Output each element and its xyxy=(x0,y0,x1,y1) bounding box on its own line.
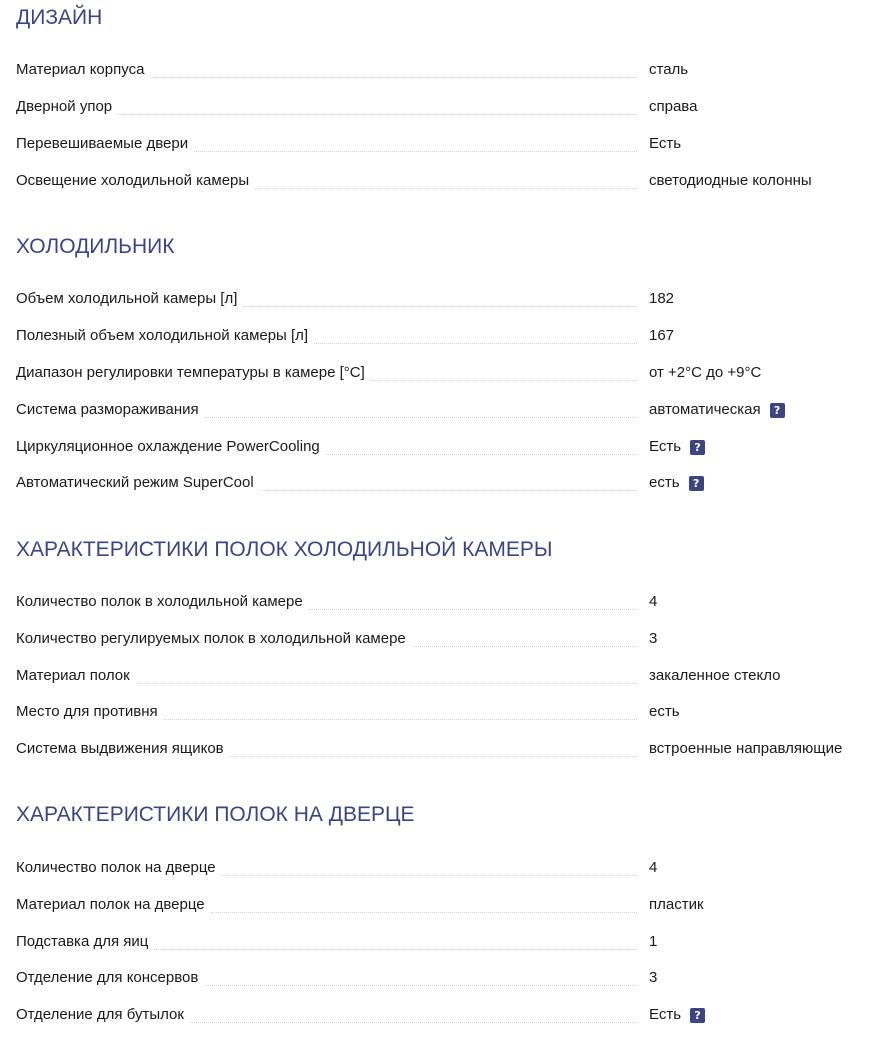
spec-value-text: 4 xyxy=(649,593,658,610)
spec-row xyxy=(16,400,869,424)
spec-value-text: есть xyxy=(649,474,680,491)
spec-row xyxy=(16,60,869,84)
spec-value xyxy=(649,895,704,915)
help-icon[interactable]: ? xyxy=(690,440,705,455)
spec-row xyxy=(16,968,869,992)
spec-value xyxy=(649,437,705,457)
spec-label: Количество полок на дверце xyxy=(16,859,216,876)
spec-value-text: встроенные направляющие xyxy=(649,740,843,757)
spec-value-text: пластик xyxy=(649,896,704,913)
spec-label: Циркуляционное охлаждение PowerCooling xyxy=(16,438,320,455)
spec-value xyxy=(649,363,761,383)
spec-row xyxy=(16,134,869,158)
spec-row xyxy=(16,702,869,726)
spec-label: Освещение холодильной камеры xyxy=(16,172,250,189)
spec-row xyxy=(16,97,869,121)
spec-value xyxy=(649,968,657,988)
dotted-leader xyxy=(260,490,637,491)
dotted-leader xyxy=(136,683,637,684)
dotted-leader xyxy=(205,417,637,418)
dotted-leader xyxy=(118,114,637,115)
dotted-leader xyxy=(190,1022,637,1023)
spec-value-text: светодиодные колонны xyxy=(649,172,812,189)
spec-value-text: 3 xyxy=(649,969,658,986)
dotted-leader xyxy=(150,77,637,78)
dotted-leader xyxy=(230,756,637,757)
spec-value-text: автоматическая xyxy=(649,401,761,418)
spec-label: Отделение для бутылок xyxy=(16,1006,184,1023)
dotted-leader xyxy=(309,609,637,610)
spec-value xyxy=(649,134,681,154)
spec-label: Система выдвижения ящиков xyxy=(16,740,224,757)
spec-value xyxy=(649,592,657,612)
spec-label: Автоматический режим SuperCool xyxy=(16,474,254,491)
spec-row xyxy=(16,363,869,387)
spec-value xyxy=(649,629,657,649)
spec-label: Место для противня xyxy=(16,703,158,720)
spec-value xyxy=(649,932,657,952)
spec-value xyxy=(649,60,688,80)
dotted-leader xyxy=(314,343,637,344)
spec-value-text: есть xyxy=(649,703,680,720)
spec-row xyxy=(16,629,869,653)
spec-label: Количество полок в холодильной камере xyxy=(16,593,303,610)
section-title: ХАРАКТЕРИСТИКИ ПОЛОК ХОЛОДИЛЬНОЙ КАМЕРЫ xyxy=(16,538,553,561)
section-title: ХАРАКТЕРИСТИКИ ПОЛОК НА ДВЕРЦЕ xyxy=(16,803,415,826)
spec-value xyxy=(649,702,680,722)
section-title: ХОЛОДИЛЬНИК xyxy=(16,235,175,258)
spec-value-text: 1 xyxy=(649,933,658,950)
spec-row xyxy=(16,326,869,350)
dotted-leader xyxy=(164,719,637,720)
spec-label: Материал полок на дверце xyxy=(16,896,205,913)
spec-value-text: 4 xyxy=(649,859,658,876)
spec-value-text: Есть xyxy=(649,1006,682,1023)
spec-row xyxy=(16,473,869,497)
spec-value-text: от +2°C до +9°C xyxy=(649,364,762,381)
spec-value xyxy=(649,858,657,878)
dotted-leader xyxy=(154,949,637,950)
spec-value-text: Есть xyxy=(649,135,682,152)
spec-row xyxy=(16,666,869,690)
spec-value xyxy=(649,666,781,686)
spec-label: Количество регулируемых полок в холодильной камере xyxy=(16,630,406,647)
spec-value xyxy=(649,326,674,346)
spec-value-text: 167 xyxy=(649,327,675,344)
spec-label: Материал корпуса xyxy=(16,61,145,78)
dotted-leader xyxy=(371,380,637,381)
spec-value xyxy=(649,97,697,117)
section-title: ДИЗАЙН xyxy=(16,6,103,29)
spec-value-text: Есть xyxy=(649,438,682,455)
spec-value-text: 3 xyxy=(649,630,658,647)
help-icon[interactable]: ? xyxy=(690,1008,705,1023)
spec-value-text: сталь xyxy=(649,61,689,78)
dotted-leader xyxy=(412,646,637,647)
spec-label: Объем холодильной камеры [л] xyxy=(16,290,238,307)
spec-value xyxy=(649,289,674,309)
spec-label: Диапазон регулировки температуры в камере [°C] xyxy=(16,364,365,381)
spec-value xyxy=(649,171,812,191)
spec-label: Отделение для консервов xyxy=(16,969,199,986)
spec-row xyxy=(16,932,869,956)
spec-row xyxy=(16,1005,869,1029)
spec-row xyxy=(16,858,869,882)
dotted-leader xyxy=(222,875,637,876)
spec-label: Материал полок xyxy=(16,667,130,684)
dotted-leader xyxy=(211,912,637,913)
dotted-leader xyxy=(194,151,637,152)
dotted-leader xyxy=(326,454,637,455)
dotted-leader xyxy=(243,306,637,307)
spec-value xyxy=(649,739,842,759)
spec-label: Дверной упор xyxy=(16,98,113,115)
spec-row xyxy=(16,739,869,763)
spec-label: Система размораживания xyxy=(16,401,199,418)
spec-label: Перевешиваемые двери xyxy=(16,135,189,152)
spec-value xyxy=(649,1005,705,1025)
spec-value xyxy=(649,400,785,420)
spec-row xyxy=(16,171,869,195)
spec-row xyxy=(16,437,869,461)
spec-value-text: закаленное стекло xyxy=(649,667,781,684)
help-icon[interactable]: ? xyxy=(689,476,704,491)
spec-row xyxy=(16,592,869,616)
spec-value-text: 182 xyxy=(649,290,675,307)
spec-label: Полезный объем холодильной камеры [л] xyxy=(16,327,309,344)
dotted-leader xyxy=(255,188,637,189)
spec-value-text: справа xyxy=(649,98,698,115)
help-icon[interactable]: ? xyxy=(770,403,785,418)
spec-value xyxy=(649,473,704,493)
spec-row xyxy=(16,895,869,919)
dotted-leader xyxy=(204,985,637,986)
spec-row xyxy=(16,289,869,313)
spec-label: Подставка для яиц xyxy=(16,933,149,950)
